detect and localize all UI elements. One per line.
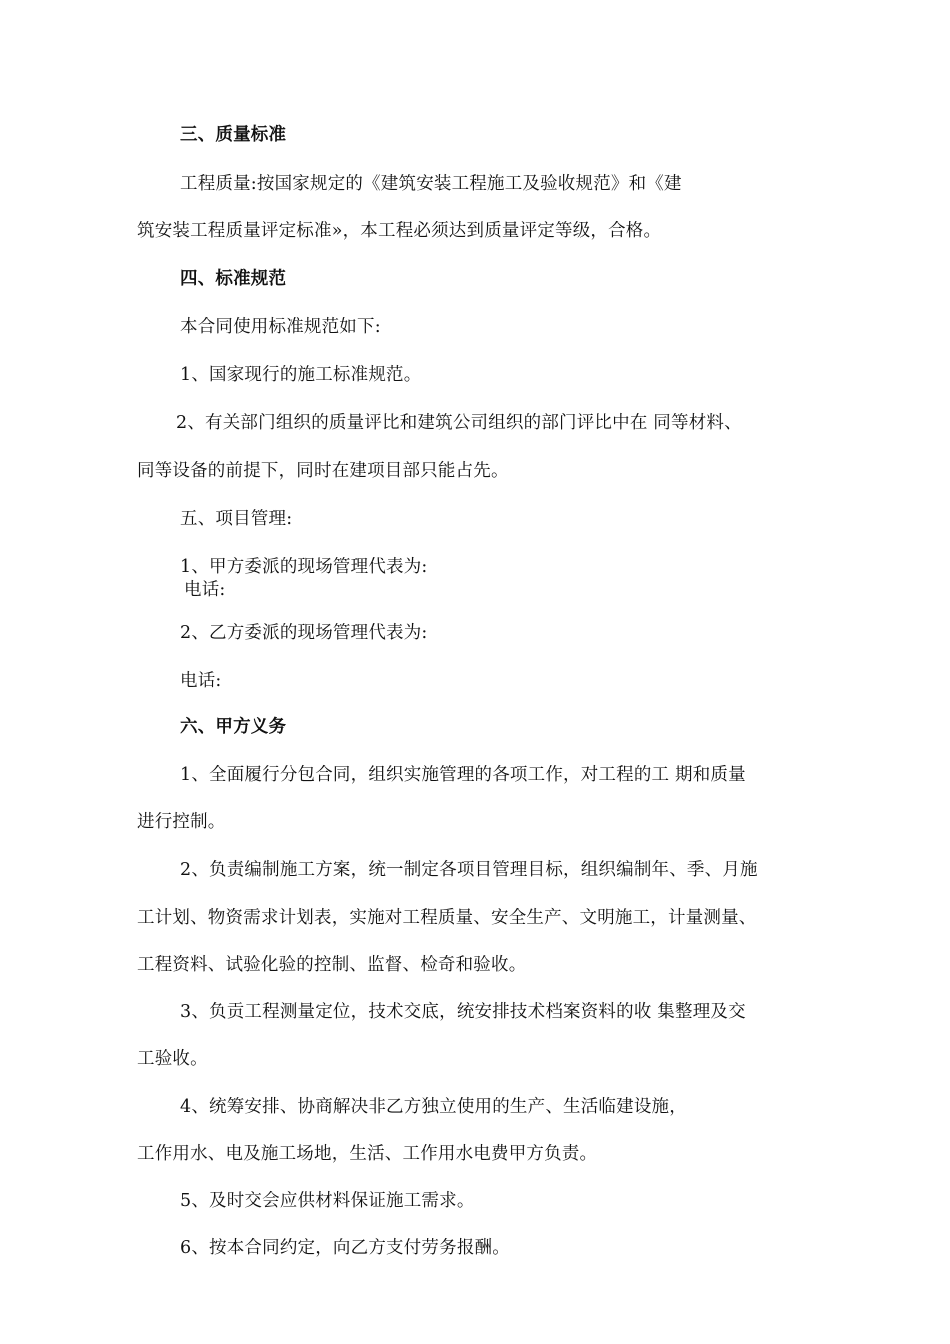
list-item: 1、甲方委派的现场管理代表为: xyxy=(180,557,428,577)
section-heading-quality-standard: 三、质量标准 xyxy=(180,125,287,145)
paragraph-line: 工作用水、电及施工场地，生活、工作用水电费甲方负责。 xyxy=(137,1144,598,1164)
paragraph-line: 筑安装工程质量评定标准»，本工程必须达到质量评定等级，合格。 xyxy=(137,221,662,241)
section-heading-project-management: 五、项目管理: xyxy=(180,509,293,529)
paragraph-line: 进行控制。 xyxy=(137,812,226,832)
phone-label: 电话: xyxy=(180,671,222,691)
paragraph-line: 工验收。 xyxy=(137,1049,208,1069)
phone-label: 电话: xyxy=(184,580,226,600)
list-item: 4、统筹安排、协商解决非乙方独立使用的生产、生活临建设施， xyxy=(180,1097,687,1117)
paragraph-line: 工程资料、试验化验的控制、监督、检奇和验收。 xyxy=(137,955,527,975)
section-heading-standards: 四、标准规范 xyxy=(180,269,287,289)
list-item: 2、负责编制施工方案，统一制定各项目管理目标，组织编制年、季、月施 xyxy=(180,860,758,880)
section-heading-party-a-obligations: 六、甲方义务 xyxy=(180,717,287,737)
paragraph-line: 同等设备的前提下，同时在建项目部只能占先。 xyxy=(137,461,509,481)
paragraph-line: 本合同使用标准规范如下: xyxy=(180,317,381,337)
paragraph-line: 工程质量:按国家规定的《建筑安装工程施工及验收规范》和《建 xyxy=(180,174,682,194)
paragraph-line: 工计划、物资需求计划表，实施对工程质量、安全生产、文明施工，计量测量、 xyxy=(137,908,757,928)
list-item: 1、国家现行的施工标准规范。 xyxy=(180,365,422,385)
list-item: 2、有关部门组织的质量评比和建筑公司组织的部门评比中在 同等材料、 xyxy=(176,413,742,433)
list-item: 3、负贡工程测量定位，技术交底，统安排技术档案资料的收 集整理及交 xyxy=(180,1002,746,1022)
list-item: 6、按本合同约定，向乙方支付劳务报酬。 xyxy=(180,1238,510,1258)
list-item: 2、乙方委派的现场管理代表为: xyxy=(180,623,428,643)
list-item: 1、全面履行分包合同，组织实施管理的各项工作，对工程的工 期和质量 xyxy=(180,765,746,785)
list-item: 5、及时交会应供材料保证施工需求。 xyxy=(180,1191,475,1211)
